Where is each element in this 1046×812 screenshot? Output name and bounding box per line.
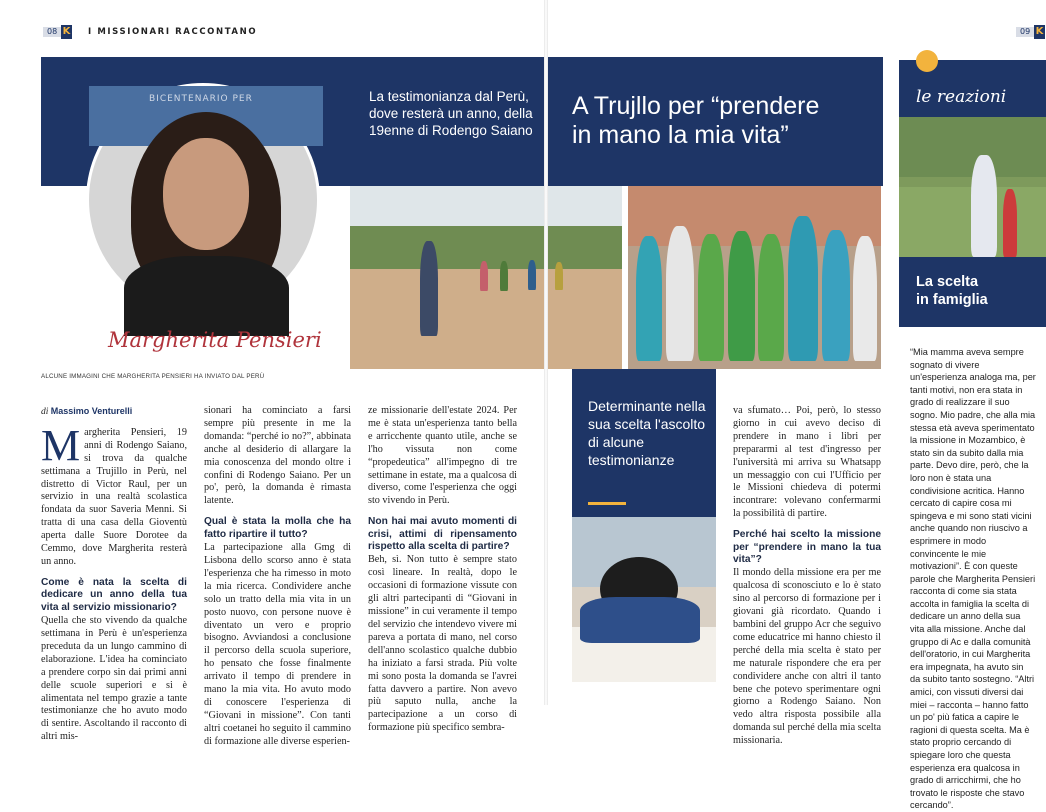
question-3: Non hai mai avuto momenti di crisi, attimi di ripensamento rispetto alla scelta di partire? [368, 516, 517, 553]
sidebar-text: “Mia mamma aveva sempre sognato di vivere un'esperienza analoga ma, per tanti motivi, non era stata in grado di realizzare il suo sogno. Mio padre, che alla mia stessa età aveva sperimentato la missione in Mozambico, è stato sin da subito dalla mia parte. Devo dire, però, che la loro non è stata una condivisione acritica. Hanno cercato di capire cosa mi spingeva e mi sono stati vicini anche quando non riuscivo a esprimere in modo convincente le mie motivazioni”. È con queste parole che Margherita Pensieri racconta di come sia stata accolta in famiglia la scelta di dedicare un anno della sua vita alla missione. Anche dal gruppo di Ac e dalla comunità dell'oratorio, in cui Margherita era impegnata, ha avuto sin da subito tanto sostegno. “Altri amici, con vissuti diversi dai miei – racconta – hanno fatto un po' più fatica a capire le ragioni di questa scelta. Ma è stato proprio cercando di spiegare loro che questa esperienza era qualcosa in grado di arricchirmi, che ho trovato le risposte che stavo cercando”. [910, 347, 1036, 811]
article-column-1 [41, 405, 187, 743]
paragraph-3: sionari ha cominciato a farsi sempre più presente in me la domanda: “perché io no?”, abbinata anche al desiderio di allargare la mia conoscenza del mondo oltre i confini di Rodengo Saiano. Per un po', però, la domanda è rimasta latente. [204, 405, 351, 507]
paragraph-5: ze missionarie dell'estate 2024. Per me è stata un'esperienza tanto bella e arricchente quanto utile, anche se l'ho vissuta non come “propedeutica” all'impegno di tre settimane in estate, ma a qualcosa di diverso, come l'esperienza che oggi sto vivendo in Perù. [368, 405, 517, 507]
question-1: Come è nata la scelta di dedicare un anno della tua vita al servizio missionario? [41, 576, 187, 613]
byline-prefix: di [41, 407, 49, 417]
paragraph-2: Quella che sto vivendo da qualche settimana in Perù è un'esperienza preceduta da un lungo cammino di elaborazione. L'idea ha cominciato a prendere corpo sin dai primi anni delle scuole superiori e si è alimentata nel tempo grazie a tante testimonianze che ho avuto modo di sentire. Ascoltando il racconto di altri mis- [41, 615, 187, 743]
brand-mark-left: K [62, 26, 71, 37]
photo-caption: ALCUNE IMMAGINI CHE MARGHERITA PENSIERI HA INVIATO DAL PERÙ [41, 373, 265, 380]
study-photo [572, 517, 716, 682]
author: Massimo Venturelli [50, 406, 133, 416]
sidebar-title-line-1: La scelta [916, 274, 979, 290]
page-number-right: 09 [1016, 27, 1034, 37]
sidebar-photo [899, 117, 1046, 257]
street-photo [350, 186, 622, 369]
pullquote-text: Determinante nella sua scelta l'ascolto di alcune testimonianze [588, 398, 706, 468]
portrait-banner-text: BICENTENARIO PER [149, 94, 253, 104]
dropcap: M [41, 420, 81, 470]
sidebar-title-line-2: in famiglia [916, 292, 988, 308]
paragraph-8: Il mondo della missione era per me qualcosa di sconosciuto e lo è stato sino al percorso di formazione per i giovani già ricordato. Quando i bambini del gruppo Acr che seguivo come educatrice mi hanno chiesto il perché della mia scelta è stato per me naturale rispondere che era per condividere anche con altri il tanto bene che potevo sperimentare ogni giorno a Rodengo Saiano. Non vedo altra risposta possibile alla domanda sul perché della mia scelta missionaria. [733, 567, 881, 747]
article-column-3 [368, 405, 517, 734]
article-column-2 [204, 405, 351, 747]
headline-line-2: in mano la mia vita” [572, 121, 789, 149]
signature: Margherita Pensieri [108, 328, 322, 352]
portrait-photo [86, 83, 320, 317]
question-4: Perché hai scelto la missione per “prendere in mano la tua vita”? [733, 529, 881, 565]
intro-text: La testimonianza dal Perù, dove resterà un anno, della 19enne di Rodengo Saiano [369, 89, 533, 138]
brand-mark-right: K [1035, 26, 1044, 37]
group-photo [628, 186, 881, 369]
page-fold [544, 0, 548, 705]
section-title: I MISSIONARI RACCONTANO [88, 27, 258, 37]
headline-line-1: A Trujllo per “prendere [572, 92, 820, 120]
paragraph-4: La partecipazione alla Gmg di Lisbona dello scorso anno è stata l'esperienza che ha rimesso in moto la mia ricerca. Condividere anche solo un tratto della mia vita in un posto nuovo, con persone nuove è diventato un vero e proprio bisogno. Avviandosi a conclusione il percorso della scuola superiore, ho pensato che fosse finalmente arrivato il tempo di prendere in mano la mia vita. Ho avuto modo di conoscere l'esperienza di “Giovani in missione”. Con tanti altri coetanei ho seguito il cammino di formazione alle diverse esperien- [204, 542, 351, 747]
byline [41, 405, 187, 419]
sidebar-title-box [899, 257, 1046, 327]
pullquote-box [572, 369, 716, 517]
sidebar-script-title: le reazioni [916, 87, 1007, 107]
sidebar-dot-icon [916, 50, 938, 72]
paragraph-7: va sfumato… Poi, però, lo stesso giorno in cui avevo deciso di prendere in mano i libri per prepararmi al test d'ingresso per l'università mi arriva su Whatsapp un messaggio con cui l'Ufficio per le Missioni chiedeva di potermi incontrare: volevano confermarmi la possibilità di partire. [733, 405, 881, 520]
paragraph-6: Beh, sì. Non tutto è sempre stato così lineare. In realtà, dopo le occasioni di formazione vissute con gli altri partecipanti di “Giovani in missione” in cui veramente il tempo del servizio che intendevo vivere mi pareva a portata di mano, nel corso dell'anno scolastico qualche dubbio ha iniziato a farsi strada. Più volte mi sono posta la domanda se l'avrei fatta davvero a partire. Non avevo più saputo nulla, anche la partecipazione a un corso di formazione più specifico sembra- [368, 554, 517, 734]
headline [572, 92, 872, 150]
question-2: Qual è stata la molla che ha fatto ripartire il tutto? [204, 516, 351, 540]
paragraph-1: argherita Pensieri, 19 anni di Rodengo Saiano, si trova da qualche settimana a Trujillo in Perù, nel distretto di Victor Raul, per un servizio in una realtà scolastica fondata da suor Saveria Menni. Si tratta di una casa della Gioventù aperta dalle Suore Dorotee da Cemmo, dove Margherita resterà un anno. [41, 426, 187, 567]
page-number-left: 08 [43, 27, 61, 37]
pullquote-accent [588, 502, 626, 505]
article-column-4 [733, 405, 881, 747]
